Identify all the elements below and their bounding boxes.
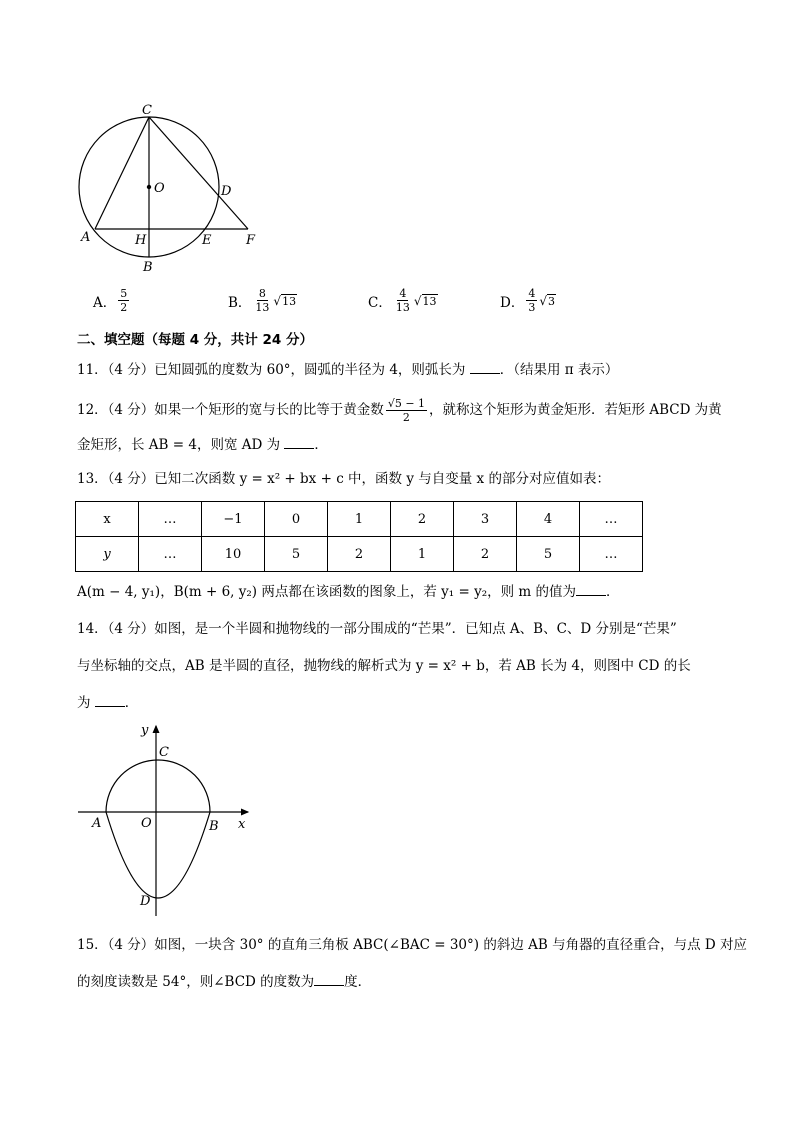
label-e: E — [202, 233, 212, 248]
table-cell: … — [139, 502, 202, 537]
question-15-line2 — [77, 972, 371, 992]
table-cell: 4 — [517, 502, 580, 537]
question-15-line1: 15．（4 分）如图，一块含 30° 的直角三角板 ABC(∠BAC = 30°) 的斜边 AB 与角器的直径重合，与点 D 对应 — [77, 937, 747, 953]
answer-blank[interactable] — [284, 436, 314, 449]
label-c: C — [159, 745, 169, 760]
option-a-den: 2 — [120, 301, 128, 314]
q14-line3-text: 为 — [77, 695, 95, 711]
question-14-line3 — [77, 693, 138, 713]
table-row-x — [76, 502, 643, 537]
option-d[interactable] — [500, 287, 556, 314]
option-d-fraction — [526, 287, 537, 314]
q11-text-end: ．（结果用 π 表示） — [499, 362, 619, 378]
label-y: y — [141, 723, 149, 738]
value-table — [75, 501, 643, 572]
option-d-letter: D． — [500, 294, 525, 311]
figure-mango — [70, 718, 260, 923]
q13-line2-end: ． — [606, 584, 620, 600]
parabola — [106, 812, 210, 898]
table-cell: −1 — [202, 502, 265, 537]
q12-line2-end: ． — [314, 437, 328, 453]
label-h: H — [135, 233, 147, 248]
q12-text-cont: ，就称这个矩形为黄金矩形．若矩形 ABCD 为黄 — [429, 402, 722, 418]
option-b-sqrt: 13 — [282, 294, 297, 308]
label-d: D — [221, 184, 232, 199]
label-f: F — [246, 233, 256, 248]
figure-circle-triangle — [70, 98, 270, 278]
table-cell: 2 — [454, 537, 517, 572]
table-cell: 2 — [328, 537, 391, 572]
question-14-line1: 14．（4 分）如图，是一个半圆和抛物线的一部分围成的“芒果”．已知点 A、B、C、D 分别是“芒果” — [77, 621, 677, 637]
answer-blank[interactable] — [576, 583, 606, 596]
question-12-line2 — [77, 435, 328, 455]
option-d-den: 3 — [528, 301, 536, 314]
table-cell: 5 — [265, 537, 328, 572]
label-b: B — [209, 819, 219, 834]
q13-line2-text: A(m − 4, y₁)，B(m + 6, y₂) 两点都在该函数的图象上，若 y₁ = y₂，则 m 的值为 — [77, 584, 576, 600]
question-12-line1 — [77, 393, 722, 427]
answer-blank[interactable] — [314, 973, 344, 986]
question-11 — [77, 360, 618, 380]
sqrt-sign: √ — [539, 293, 547, 308]
question-13-line1: 13．（4 分）已知二次函数 y = x² + bx + c 中，函数 y 与自变量 x 的部分对应值如表： — [77, 471, 610, 487]
option-b[interactable] — [228, 287, 297, 314]
question-14-line2: 与坐标轴的交点，AB 是半圆的直径，抛物线的解析式为 y = x² + b，若 AB 长为 4，则图中 CD 的长 — [77, 658, 691, 674]
option-b-letter: B． — [228, 294, 252, 311]
sqrt-sign: √ — [413, 293, 422, 308]
option-b-fraction — [253, 287, 271, 314]
option-c-fraction — [394, 287, 412, 314]
label-a: A — [81, 230, 91, 245]
q15-line2-end: 度． — [344, 974, 372, 990]
table-cell: 10 — [202, 537, 265, 572]
table-cell: 0 — [265, 502, 328, 537]
option-c[interactable] — [368, 287, 438, 314]
q12-text: 12．（4 分）如果一个矩形的宽与长的比等于黄金数 — [77, 402, 384, 418]
label-o: O — [141, 816, 152, 831]
answer-blank[interactable] — [95, 694, 125, 707]
table-cell: … — [580, 537, 643, 572]
q11-text: 11．（4 分）已知圆弧的度数为 60°，圆弧的半径为 4，则弧长为 — [77, 362, 470, 378]
q14-line3-end: ． — [124, 695, 139, 711]
option-a-letter: A． — [93, 294, 117, 311]
table-cell: 2 — [391, 502, 454, 537]
center-dot — [147, 185, 151, 189]
table-cell: 1 — [391, 537, 454, 572]
sqrt-sign: √ — [273, 293, 282, 308]
option-a-fraction — [118, 287, 129, 314]
option-a-num: 5 — [120, 287, 128, 300]
table-cell: … — [139, 537, 202, 572]
question-13-line2 — [77, 582, 620, 602]
option-c-num: 4 — [399, 287, 407, 300]
option-c-den: 13 — [395, 301, 410, 314]
golden-den: 2 — [402, 410, 410, 424]
segment-cf — [149, 117, 248, 229]
table-cell: 5 — [517, 537, 580, 572]
option-a[interactable] — [93, 287, 131, 314]
option-c-sqrt: 13 — [422, 294, 437, 308]
option-d-sqrt: 3 — [547, 294, 555, 308]
answer-blank[interactable] — [470, 361, 500, 374]
label-c: C — [142, 103, 152, 118]
option-b-den: 13 — [255, 301, 270, 314]
table-cell: x — [76, 502, 139, 537]
option-d-num: 4 — [528, 287, 536, 300]
table-cell: y — [76, 537, 139, 572]
q12-line2-text: 金矩形，长 AB = 4，则宽 AD 为 — [77, 437, 285, 453]
option-b-num: 8 — [258, 287, 266, 300]
section-title: 二、填空题（每题 4 分，共计 24 分） — [77, 332, 313, 348]
table-cell: 3 — [454, 502, 517, 537]
golden-ratio — [386, 397, 427, 424]
table-cell: 1 — [328, 502, 391, 537]
label-o: O — [154, 181, 165, 196]
q15-line2-text: 的刻度读数是 54°，则∠BCD 的度数为 — [77, 974, 315, 990]
semicircle — [106, 760, 210, 812]
label-b: B — [143, 260, 153, 275]
label-d: D — [140, 894, 151, 909]
label-x: x — [238, 817, 246, 832]
table-cell: … — [580, 502, 643, 537]
table-row-y — [76, 537, 643, 572]
golden-num: √5 − 1 — [387, 396, 426, 410]
label-a: A — [92, 816, 102, 831]
option-c-letter: C． — [368, 294, 392, 311]
